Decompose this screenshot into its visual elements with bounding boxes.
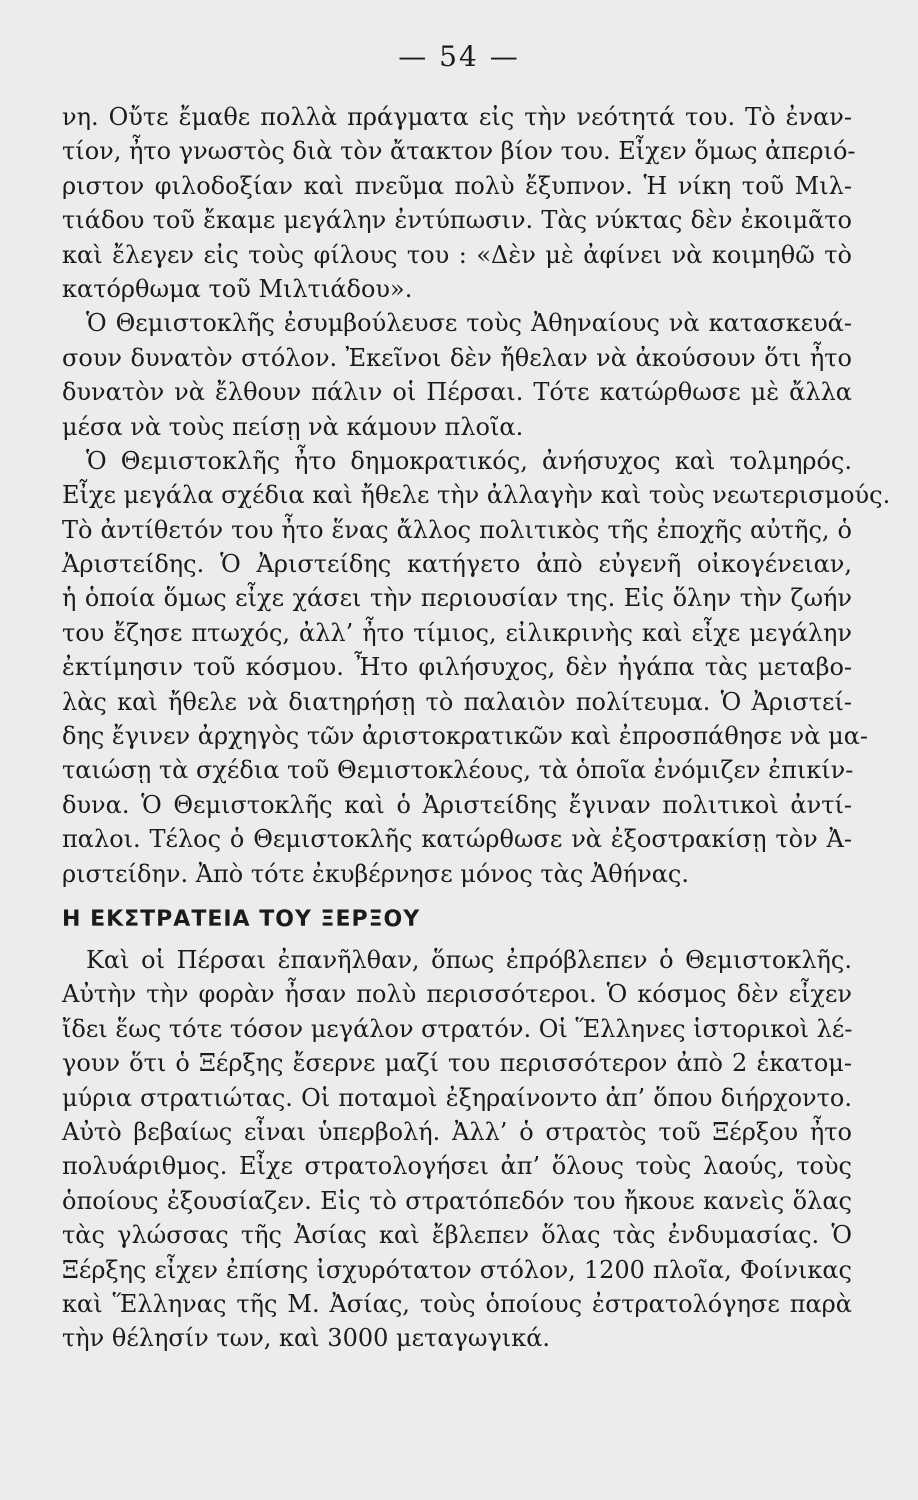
text-line: καὶ Ἕλληνας τῆς Μ. Ἀσίας, τοὺς ὁποίους ἐστρατολόγησε παρὰ	[62, 1289, 852, 1318]
text-line: παλοι. Τέλος ὁ Θεμιστοκλῆς κατώρθωσε νὰ ἐξοστρακίσῃ τὸν Ἀ-	[62, 825, 852, 854]
text-line: του ἔζησε πτωχός, ἀλλ’ ἦτο τίμιος, εἰλικρινὴς καὶ εἶχε μεγάλην	[62, 618, 852, 647]
section-heading: Η ΕΚΣΤΡΑΤΕΙΑ ΤΟΥ ΞΕΡΞΟΥ	[62, 906, 421, 932]
text-line: ἐκτίμησιν τοῦ κόσμου. Ἦτο φιλήσυχος, δὲν ἠγάπα τὰς μεταβο-	[62, 653, 852, 682]
section-paragraph	[62, 943, 852, 1356]
text-line: Ἀριστείδης. Ὁ Ἀριστείδης κατήγετο ἀπὸ εὐγενῆ οἰκογένειαν,	[62, 550, 852, 579]
text-line: Ξέρξης εἶχεν ἐπίσης ἰσχυρότατον στόλον, 1200 πλοῖα, Φοίνικας	[62, 1255, 852, 1284]
text-line: μύρια στρατιώτας. Οἱ ποταμοὶ ἐξηραίνοντο ἀπ’ ὅπου διήρχοντο.	[62, 1083, 852, 1112]
text-line: Εἶχε μεγάλα σχέδια καὶ ἤθελε τὴν ἀλλαγὴν καὶ τοὺς νεωτερισμούς.	[62, 481, 891, 510]
text-line: Αὐτὸ βεβαίως εἶναι ὑπερβολή. Ἀλλ’ ὁ στρατὸς τοῦ Ξέρξου ἦτο	[62, 1117, 852, 1146]
text-line: δης ἔγινεν ἀρχηγὸς τῶν ἀριστοκρατικῶν καὶ ἐπροσπάθησε νὰ μα-	[62, 722, 869, 751]
text-line: ὁποίους ἐξουσίαζεν. Εἰς τὸ στρατόπεδόν του ἤκουε κανεὶς ὅλας	[62, 1186, 852, 1215]
text-line: ἡ ὁποία ὅμως εἶχε χάσει τὴν περιουσίαν της. Εἰς ὅλην τὴν ζωήν	[62, 584, 852, 613]
text-line: γουν ὅτι ὁ Ξέρξης ἔσερνε μαζί του περισσότερον ἀπὸ 2 ἑκατομ-	[62, 1049, 852, 1078]
paragraph-1	[62, 100, 856, 306]
page-number: — 54 —	[398, 40, 520, 73]
text-line: τὴν θέλησίν των, καὶ 3000 μεταγωγικά.	[62, 1324, 551, 1353]
text-line: νη. Οὔτε ἔμαθε πολλὰ πράγματα εἰς τὴν νεότητά του. Τὸ ἐναν-	[62, 103, 852, 131]
text-block	[62, 100, 891, 1356]
text-line: δυνα. Ὁ Θεμιστοκλῆς καὶ ὁ Ἀριστείδης ἔγιναν πολιτικοὶ ἀντί-	[62, 790, 852, 819]
paragraph-3	[62, 444, 891, 891]
text-line: κατόρθωμα τοῦ Μιλτιάδου».	[62, 274, 413, 303]
text-line: σουν δυνατὸν στόλον. Ἐκεῖνοι δὲν ἤθελαν νὰ ἀκούσουν ὅτι ἦτο	[62, 343, 852, 372]
text-line: τιάδου τοῦ ἔκαμε μεγάλην ἐντύπωσιν. Τὰς νύκτας δὲν ἐκοιμᾶτο	[62, 206, 852, 235]
text-line: Καὶ οἱ Πέρσαι ἐπανῆλθαν, ὅπως ἐπρόβλεπεν ὁ Θεμιστοκλῆς.	[86, 945, 852, 974]
text-line: καὶ ἔλεγεν εἰς τοὺς φίλους του : «Δὲν μὲ ἀφίνει νὰ κοιμηθῶ τὸ	[62, 240, 852, 269]
text-line: ἴδει ἕως τότε τόσον μεγάλον στρατόν. Οἱ Ἕλληνες ἱστορικοὶ λέ-	[62, 1014, 853, 1043]
text-line: ταιώσῃ τὰ σχέδια τοῦ Θεμιστοκλέους, τὰ ὁποῖα ἐνόμιζεν ἐπικίν-	[62, 756, 854, 785]
text-line: ριστείδην. Ἀπὸ τότε ἐκυβέρνησε μόνος τὰς Ἀθήνας.	[62, 859, 689, 888]
text-line: τὰς γλώσσας τῆς Ἀσίας καὶ ἔβλεπεν ὅλας τὰς ἐνδυμασίας. Ὁ	[62, 1221, 852, 1250]
text-line: ριστον φιλοδοξίαν καὶ πνεῦμα πολὺ ἔξυπνον. Ἡ νίκη τοῦ Μιλ-	[62, 171, 852, 200]
text-line: μέσα νὰ τοὺς πείσῃ νὰ κάμουν πλοῖα.	[62, 412, 524, 441]
text-line: Αὐτὴν τὴν φορὰν ἦσαν πολὺ περισσότεροι. Ὁ κόσμος δὲν εἶχεν	[62, 980, 852, 1009]
text-line: δυνατὸν νὰ ἔλθουν πάλιν οἱ Πέρσαι. Τότε κατώρθωσε μὲ ἄλλα	[62, 378, 852, 407]
paragraph-2	[62, 306, 852, 444]
text-line: Τὸ ἀντίθετόν του ἦτο ἕνας ἄλλος πολιτικὸς τῆς ἐποχῆς αὐτῆς, ὁ	[62, 515, 852, 544]
text-line: πολυάριθμος. Εἶχε στρατολογήσει ἀπ’ ὅλους τοὺς λαούς, τοὺς	[62, 1152, 852, 1181]
text-line: τίον, ἦτο γνωστὸς διὰ τὸν ἄτακτον βίον του. Εἶχεν ὅμως ἀπεριό-	[62, 137, 856, 166]
text-line: Ὁ Θεμιστοκλῆς ἐσυμβούλευσε τοὺς Ἀθηναίους νὰ κατασκευά-	[86, 309, 852, 338]
text-line: Ὁ Θεμιστοκλῆς ἦτο δημοκρατικός, ἀνήσυχος καὶ τολμηρός.	[86, 446, 852, 475]
text-line: λὰς καὶ ἤθελε νὰ διατηρήσῃ τὸ παλαιὸν πολίτευμα. Ὁ Ἀριστεί-	[62, 687, 852, 716]
